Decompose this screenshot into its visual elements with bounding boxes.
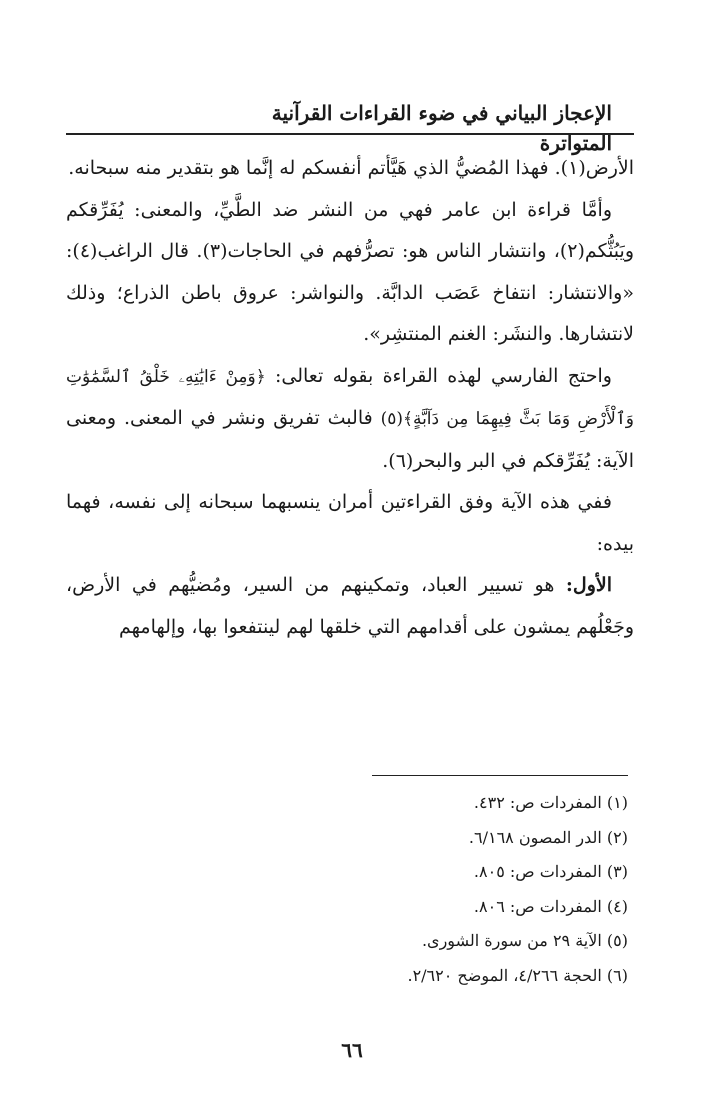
paragraph-5 [66, 565, 634, 648]
header-divider [66, 133, 634, 135]
paragraph-4: ففي هذه الآية وفق القراءتين أمران ينسبهما سبحانه إلى نفسه، فهما بيده: [66, 491, 634, 555]
footnote-6: (٦) الحجة ٤/٢٦٦، الموضح ٢/٦٢٠. [407, 965, 628, 985]
quran-verse: ﴿وَمِنْ ءَايَٰتِهِۦ خَلْقُ ٱلسَّمَٰوَٰتِ وَٱلْأَرْضِ وَمَا بَثَّ فِيهِمَا مِن دَآبَّةٍ﴾(٥) [66, 366, 634, 429]
page-number: ٦٦ [341, 1038, 363, 1062]
footnotes [328, 786, 628, 993]
footnote-5: (٥) الآية ٢٩ من سورة الشورى. [421, 931, 628, 950]
main-text [66, 148, 634, 648]
paragraph-3-intro: واحتج الفارسي لهذه القراءة بقوله تعالى: [265, 364, 612, 387]
footnote-2: (٢) الدر المصون ٦/١٦٨. [468, 827, 628, 847]
running-title: الإعجاز البياني في ضوء القراءات القرآنية المتواترة [271, 101, 612, 155]
paragraph-5-label: الأول: [565, 574, 612, 596]
paragraph-5-text: هو تسيير العباد، وتمكينهم من السير، ومُضيُّهم في الأرض، وجَعْلُهم يمشون على أقدامهم التي خلقها لهم لينتفعوا بها، وإلهامهم [66, 574, 634, 638]
paragraph-2: وأمَّا قراءة ابن عامر فهي من النشر ضد الطَّيِّ، والمعنى: يُفَرِّقكم ويَبُثُّكم(٢)، وانتشار الناس هو: تصرُّفهم في الحاجات(٣). قال الراغب(٤): «والانتشار: انتفاخ عَصَب الدابَّة. والنواشر: عروق باطن الذراع؛ وذلك لانتشارها. والنشَر: الغنم المنتشِر». [66, 198, 634, 345]
footnote-3: (٣) المفردات ص: ٨٠٥. [473, 862, 628, 881]
footnote-4: (٤) المفردات ص: ٨٠٦. [473, 896, 628, 916]
paragraph-3-rest: فالبث تفريق ونشر في المعنى. ومعنى الآية: يُفَرِّقكم في البر والبحر(٦). [66, 407, 634, 472]
paragraph-1: الأرض(١). فهذا المُضيُّ الذي هَيَّأتم أنفسكم له إنَّما هو بتقدير منه سبحانه. [68, 157, 634, 179]
footnote-1: (١) المفردات ص: ٤٣٢. [473, 793, 628, 812]
paragraph-3 [66, 356, 634, 483]
footnote-divider [372, 775, 628, 776]
